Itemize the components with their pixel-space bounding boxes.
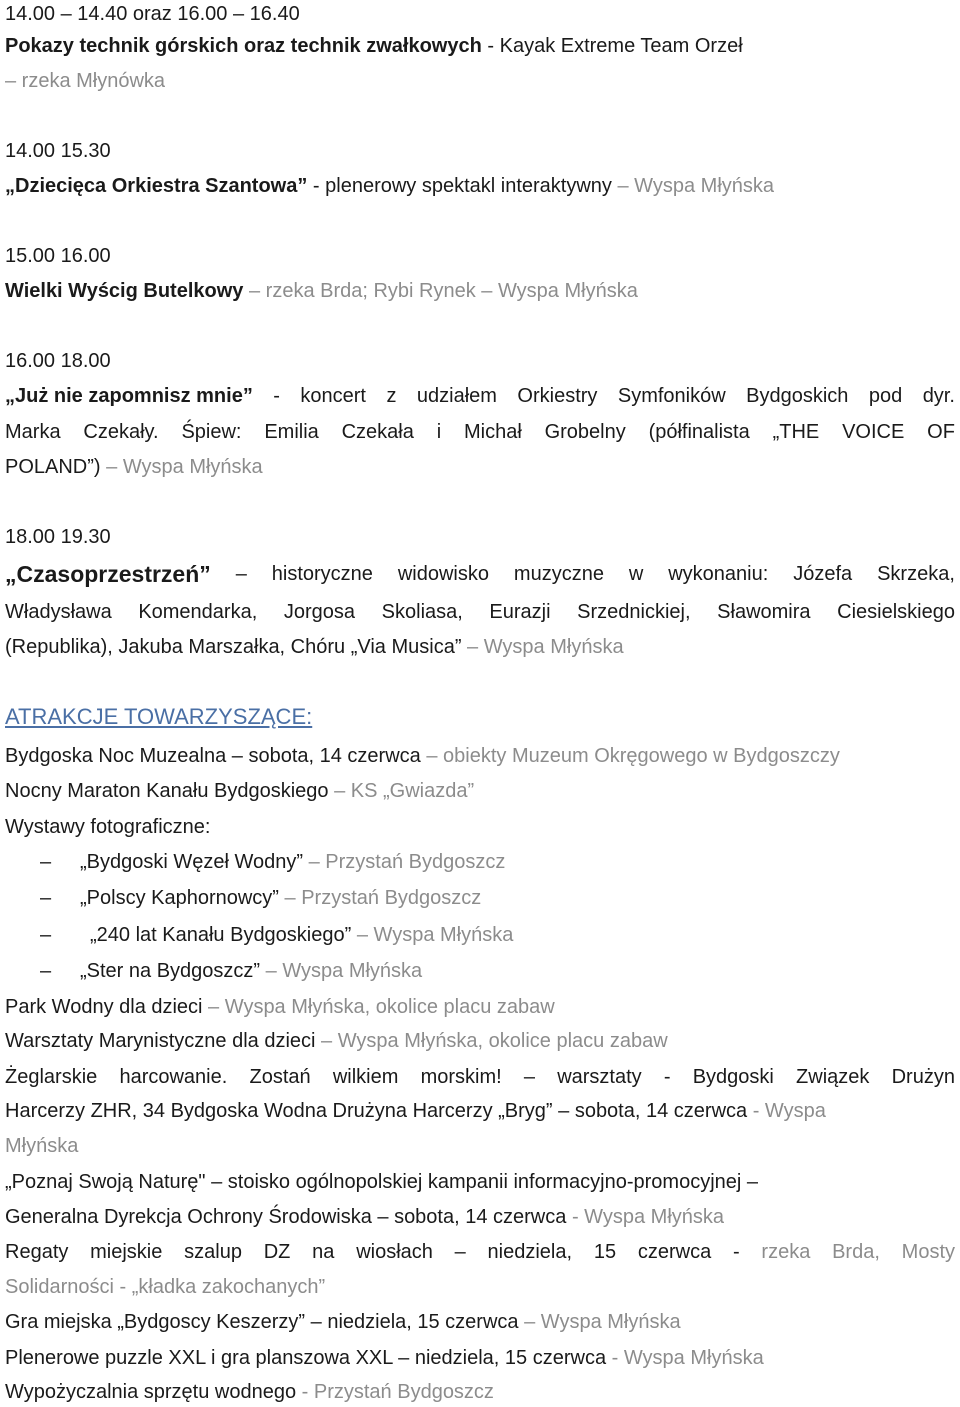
word: widowisko xyxy=(397,563,489,585)
word: muzyczne xyxy=(513,563,604,585)
attraction-item xyxy=(5,1274,325,1300)
attraction-item xyxy=(5,1204,724,1230)
attraction-item xyxy=(5,1064,955,1090)
attraction-place: - Wyspa xyxy=(747,1100,826,1122)
word: historyczne xyxy=(271,563,373,585)
word: (półfinalista xyxy=(648,421,750,443)
word: Regaty xyxy=(5,1241,69,1263)
word: Srzednickiej, xyxy=(577,601,691,623)
event-time-text: 14.00 15.30 xyxy=(5,140,111,162)
attraction-item xyxy=(5,1309,681,1335)
event-time xyxy=(5,524,111,550)
list-item-place: – Przystań Bydgoszcz xyxy=(278,887,482,909)
attraction-item xyxy=(5,814,210,840)
attraction-text: Plenerowe puzzle XXL i gra planszowa XXL – niedziela, 15 czerwca xyxy=(5,1347,607,1369)
word: morskim! xyxy=(420,1066,502,1088)
event-place-text: – rzeka Brda; Rybi Rynek – Wyspa Młyńska xyxy=(243,280,638,302)
attraction-item xyxy=(5,1169,758,1195)
word: - xyxy=(273,385,280,407)
attraction-item xyxy=(5,994,555,1020)
attraction-text: Gra miejska „Bydgoscy Keszerzy” – niedziela, 15 czerwca xyxy=(5,1311,519,1333)
event-desc: - plenerowy spektakl interaktywny xyxy=(307,175,618,197)
list-bullet: – xyxy=(40,960,52,982)
event-time xyxy=(5,1,300,27)
word: Emilia xyxy=(264,421,319,443)
event-place-text: – Wyspa Młyńska xyxy=(461,636,624,658)
event-title: „Czasoprzestrzeń” xyxy=(5,561,211,587)
word: pod xyxy=(868,385,903,407)
attraction-place: - Przystań Bydgoszcz xyxy=(296,1381,494,1403)
event-title-line xyxy=(5,33,743,59)
list-item-text: „Bydgoski Węzeł Wodny” xyxy=(80,851,304,873)
word: Zostań xyxy=(249,1066,311,1088)
list-item-text: „Ster na Bydgoszcz” xyxy=(80,960,261,982)
event-desc-line xyxy=(5,599,955,625)
attraction-place: Młyńska xyxy=(5,1135,79,1157)
event-time-text: 16.00 18.00 xyxy=(5,350,111,372)
list-bullet: – xyxy=(40,887,52,909)
word: Marka xyxy=(5,421,61,443)
attraction-item xyxy=(5,743,840,769)
word: i xyxy=(436,421,442,443)
word: rzeka xyxy=(761,1241,811,1263)
word: Brda, xyxy=(832,1241,880,1263)
word: w xyxy=(628,563,644,585)
word: Symfoników xyxy=(617,385,726,407)
event-title-line xyxy=(5,561,955,587)
word: dyr. xyxy=(922,385,955,407)
list-item-text: „Polscy Kaphornowcy” xyxy=(80,887,279,909)
word: szalup xyxy=(184,1241,242,1263)
word: Czekała xyxy=(341,421,414,443)
word: „THE xyxy=(772,421,820,443)
event-desc-line xyxy=(5,454,263,480)
word: 15 xyxy=(593,1241,617,1263)
word: niedziela, xyxy=(487,1241,573,1263)
word: – xyxy=(454,1241,466,1263)
event-place xyxy=(5,68,165,94)
event-desc-line xyxy=(5,419,955,445)
word: Mosty xyxy=(901,1241,955,1263)
event-title-line xyxy=(5,278,638,304)
event-time-text: 14.00 – 14.40 oraz 16.00 – 16.40 xyxy=(5,3,300,25)
attraction-item xyxy=(5,1379,494,1405)
word: Bydgoskich xyxy=(746,385,849,407)
attraction-item xyxy=(5,1345,764,1371)
word: udziałem xyxy=(416,385,497,407)
event-place-text: – Wyspa Młyńska xyxy=(100,456,263,478)
word: miejskie xyxy=(90,1241,163,1263)
word: czerwca xyxy=(637,1241,712,1263)
attraction-text: Generalna Dyrekcja Ochrony Środowiska – sobota, 14 czerwca xyxy=(5,1206,567,1228)
word: Bydgoski xyxy=(692,1066,774,1088)
word: Związek xyxy=(796,1066,870,1088)
event-desc: POLAND”) xyxy=(5,456,101,478)
word: - xyxy=(663,1066,671,1088)
list-item-place: – Wyspa Młyńska xyxy=(260,960,423,982)
word: VOICE xyxy=(842,421,905,443)
attraction-place: – Wyspa Młyńska, okolice placu zabaw xyxy=(315,1030,668,1052)
word: wiosłach xyxy=(356,1241,433,1263)
list-bullet: – xyxy=(40,851,52,873)
event-title-line xyxy=(5,173,774,199)
event-title: „Dziecięca Orkiestra Szantowa” xyxy=(5,175,308,197)
word: z xyxy=(386,385,397,407)
attraction-place: – KS „Gwiazda” xyxy=(328,780,475,802)
word: Żeglarskie xyxy=(5,1066,98,1088)
attraction-place: – obiekty Muzeum Okręgowego w Bydgoszczy xyxy=(420,745,840,767)
attraction-item xyxy=(5,778,474,804)
attraction-item xyxy=(5,1028,668,1054)
word: Orkiestry xyxy=(517,385,598,407)
event-title: Pokazy technik górskich oraz technik zwałkowych xyxy=(5,35,482,57)
word: Józefa xyxy=(793,563,853,585)
word: na xyxy=(312,1241,335,1263)
event-time xyxy=(5,138,111,164)
word: warsztaty xyxy=(557,1066,642,1088)
list-item-text: „240 lat Kanału Bydgoskiego” xyxy=(90,924,352,946)
attraction-text: Park Wodny dla dzieci xyxy=(5,996,203,1018)
attraction-place: - Wyspa Młyńska xyxy=(566,1206,725,1228)
attraction-text: Warsztaty Marynistyczne dla dzieci xyxy=(5,1030,316,1052)
event-time xyxy=(5,348,111,374)
attraction-place: Solidarności - „kładka zakochanych” xyxy=(5,1276,326,1298)
event-desc-line xyxy=(5,634,624,660)
word: wykonaniu: xyxy=(668,563,769,585)
section-heading-text: ATRAKCJE TOWARZYSZĄCE: xyxy=(5,704,313,729)
attraction-place: – Wyspa Młyńska xyxy=(518,1311,681,1333)
word: Władysława xyxy=(5,601,112,623)
word: Jorgosa xyxy=(283,601,356,623)
word: wilkiem xyxy=(332,1066,399,1088)
word: koncert xyxy=(300,385,366,407)
event-title: „Już nie zapomnisz mnie” xyxy=(5,385,253,407)
attraction-item xyxy=(5,1239,955,1265)
word: Skrzeka, xyxy=(877,563,955,585)
word: Michał xyxy=(463,421,522,443)
word: - xyxy=(732,1241,740,1263)
word: OF xyxy=(927,421,955,443)
word: Skoliasa, xyxy=(381,601,463,623)
list-bullet: – xyxy=(40,924,52,946)
word: Komendarka, xyxy=(138,601,258,623)
event-time-text: 18.00 19.30 xyxy=(5,526,111,548)
attraction-place: - Wyspa Młyńska xyxy=(606,1347,764,1369)
word: harcowanie. xyxy=(119,1066,228,1088)
attraction-text: Wystawy fotograficzne: xyxy=(5,816,211,838)
attraction-text: „Poznaj Swoją Naturę" – stoisko ogólnopolskiej kampanii informacyjno-promocyjnej – xyxy=(5,1171,759,1193)
attraction-place: – Wyspa Młyńska, okolice placu zabaw xyxy=(202,996,555,1018)
event-desc: (Republika), Jakuba Marszałka, Chóru „Via Musica” xyxy=(5,636,462,658)
word: Sławomira xyxy=(717,601,811,623)
section-heading xyxy=(5,704,312,730)
event-title-line xyxy=(5,383,955,409)
attraction-text: Nocny Maraton Kanału Bydgoskiego xyxy=(5,780,329,802)
event-time xyxy=(5,243,111,269)
event-time-text: 15.00 16.00 xyxy=(5,245,111,267)
word: Drużyn xyxy=(891,1066,955,1088)
word: Czekały. xyxy=(83,421,159,443)
list-item-place: – Wyspa Młyńska xyxy=(351,924,514,946)
word: – xyxy=(523,1066,535,1088)
attraction-text: Harcerzy ZHR, 34 Bydgoska Wodna Drużyna Harcerzy „Bryg” – sobota, 14 czerwca xyxy=(5,1100,748,1122)
list-item-place: – Przystań Bydgoszcz xyxy=(303,851,506,873)
word: Eurazji xyxy=(489,601,551,623)
attraction-item xyxy=(5,1133,78,1159)
word: DZ xyxy=(263,1241,291,1263)
attraction-text: Wypożyczalnia sprzętu wodnego xyxy=(5,1381,297,1403)
event-place-text: – Wyspa Młyńska xyxy=(617,175,775,197)
event-place-text: – rzeka Młynówka xyxy=(5,70,166,92)
event-title: Wielki Wyścig Butelkowy xyxy=(5,280,244,302)
event-desc: - Kayak Extreme Team Orzeł xyxy=(481,35,743,57)
word: Grobelny xyxy=(544,421,626,443)
attraction-text: Bydgoska Noc Muzealna – sobota, 14 czerwca xyxy=(5,745,421,767)
word: – xyxy=(235,563,247,585)
attraction-item xyxy=(5,1098,826,1124)
word: Ciesielskiego xyxy=(837,601,955,623)
word: Śpiew: xyxy=(181,421,242,443)
